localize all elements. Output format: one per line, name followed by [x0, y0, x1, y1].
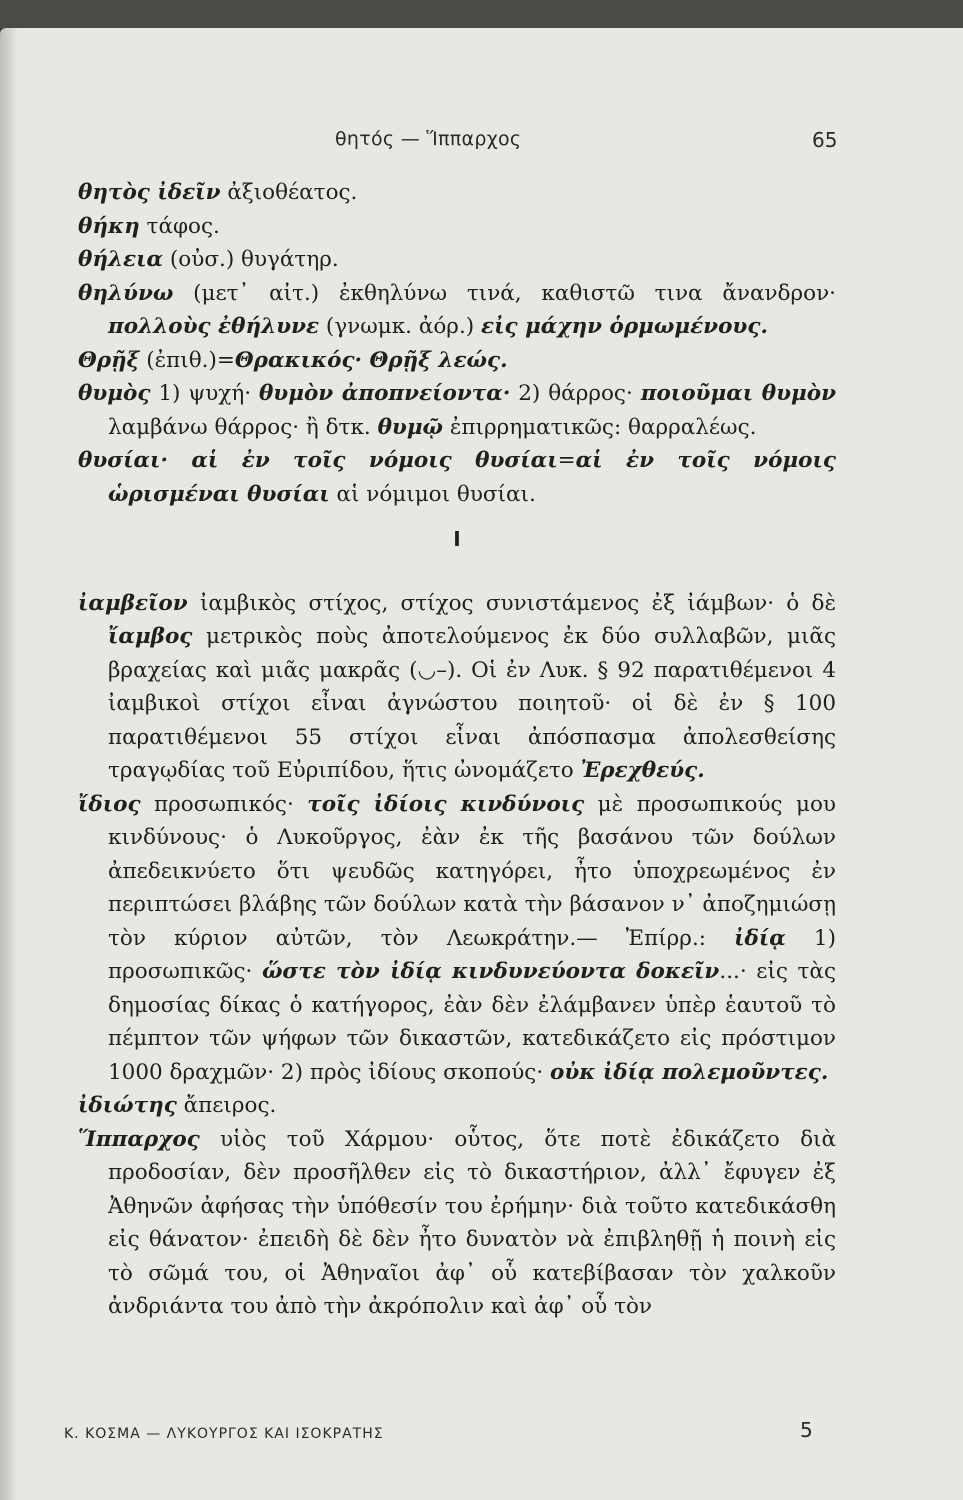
glossary-entry — [78, 377, 836, 444]
running-header — [0, 128, 963, 158]
entry-text: (οὐσ.) θυγάτηρ. — [163, 247, 339, 272]
entry-text: (μετ᾿ αἰτ.) ἐκθηλύνω τινά, καθιστῶ τινα ἄνανδρον· — [173, 280, 836, 306]
entry-lemma: θυσίαι· αἱ ἐν τοῖς νόμοις θυσίαι — [78, 448, 558, 473]
entry-lemma: θηλύνω — [78, 280, 174, 306]
entry-text: ἐπιρρηματικῶς: θαρραλέως. — [443, 414, 757, 440]
entry-text: αἱ νόμιμοι θυσίαι. — [329, 481, 536, 507]
entry-lemma: θήλεια — [78, 247, 164, 272]
entry-citation: θυμῷ — [377, 414, 444, 440]
entry-text: = — [557, 448, 576, 473]
entry-text: (γνωμκ. ἀόρ.) — [319, 314, 482, 339]
entry-lemma: ἰδιώτης — [78, 1093, 177, 1118]
entry-lemma: θητὸς ἰδεῖν — [78, 180, 221, 205]
entry-text: μετρικὸς ποὺς ἀποτελούμενος ἐκ δύο συλλαβῶν, μιᾶς βραχείας καὶ μιᾶς μακρᾶς (◡–). Οἱ ἐν Λυκ. § 92 παρατιθέμενοι 4 ἰαμβικοὶ στίχοι εἶναι ἀγνώστου ποιητοῦ· οἱ δὲ ἐν § 100 παρατιθέμενοι 55 στίχοι εἶναι ἀπόσπασμα ἀπολεσθείσης τραγῳδίας τοῦ Εὐριπίδου, ἥτις ὠνομάζετο — [108, 624, 836, 783]
glossary-entry — [78, 344, 836, 378]
entry-citation: Ἐρεχθεύς. — [580, 758, 705, 783]
glossary-text — [78, 176, 836, 1324]
entry-citation: αἱ ἐν τοῖς νόμοις ὡρισμέναι θυσίαι — [108, 448, 836, 507]
entry-text: τάφος. — [139, 213, 220, 239]
glossary-entry — [78, 444, 836, 511]
glossary-entry — [78, 1089, 836, 1123]
entry-lemma: Θρῇξ — [78, 347, 140, 373]
entry-text: ἰαμβικὸς στίχος, στίχος συνιστάμενος ἐξ ἰάμβων· ὁ δὲ — [187, 590, 836, 616]
page-shadow — [0, 28, 18, 1500]
entry-lemma: θήκη — [78, 213, 140, 239]
entry-citation: οὐκ ἰδίᾳ πολεμοῦντες. — [550, 1059, 829, 1085]
entry-lemma: ἰαμβεῖον — [78, 590, 188, 616]
glossary-entry — [78, 587, 836, 788]
entry-text: ...· εἰς τὰς δημοσίας δίκας ὁ κατήγορος, ἐὰν δὲν ἐλάμβανεν ὑπὲρ ἑαυτοῦ τὸ πέμπτον τῶν ψήφων τῶν δικαστῶν, κατεδικάζετο εἰς πρόστιμον 1000 δραχμῶν· 2) πρὸς ἰδίους σκοπούς· — [108, 959, 836, 1085]
theta-entries — [78, 176, 836, 511]
entry-lemma: θυμὸς — [78, 381, 151, 406]
page-footer — [64, 1418, 824, 1448]
entry-text: υἱὸς τοῦ Χάρμου· οὗτος, ὅτε ποτὲ ἐδικάζετο διὰ προδοσίαν, δὲν προσῆλθεν εἰς τὸ δικαστήριον, ἀλλ᾿ ἔφυγεν ἐξ Ἀθηνῶν ἀφήσας τὴν ὑπόθεσίν του ἐρήμην· διὰ τοῦτο κατεδικάσθη εἰς θάνατον· ἐπειδὴ δὲ δὲν ἦτο δυνατὸν νὰ ἐπιβληθῇ ἡ ποινὴ εἰς τὸ σῶμά του, οἱ Ἀθηναῖοι ἀφ᾿ οὗ κατεβίβασαν τὸν χαλκοῦν ἀνδριάντα του ἀπὸ τὴν ἀκρόπολιν καὶ ἀφ᾿ οὗ τὸν — [108, 1126, 836, 1319]
entry-text: (ἐπιθ.)= — [139, 347, 235, 373]
entry-citation: πολλοὺς ἐθήλυνε — [108, 314, 320, 339]
entry-citation: εἰς μάχην ὁρμωμένους. — [481, 314, 768, 339]
glossary-entry — [78, 1123, 836, 1324]
entry-lemma: ἴδιος — [78, 791, 141, 817]
entry-lemma: Ἵππαρχος — [78, 1126, 200, 1152]
entry-text: προσωπικός· — [140, 791, 308, 817]
entry-citation: ὥστε τὸν ἰδίᾳ κινδυνεύοντα δοκεῖν — [261, 959, 720, 984]
running-title: θητός — Ἵππαρχος — [335, 128, 522, 150]
entry-text: ἄπειρος. — [176, 1093, 277, 1118]
entry-citation: Θρακικός· Θρῇξ λεώς. — [234, 347, 508, 373]
entry-text: 1) ψυχή· — [150, 381, 259, 406]
glossary-entry — [78, 788, 836, 1090]
entry-text: 1) προσωπικῶς· — [108, 925, 836, 984]
entry-text: ἀξιοθέατος. — [220, 180, 358, 205]
glossary-entry — [78, 277, 836, 344]
entry-citation: ἰδίᾳ — [734, 925, 786, 951]
entry-text: λαμβάνω θάρρος· ἢ δτκ. — [108, 414, 378, 440]
iota-entries — [78, 587, 836, 1324]
page-number: 65 — [812, 128, 838, 152]
entry-citation: τοῖς ἰδίοις κινδύνοις — [307, 791, 585, 817]
entry-citation: ποιοῦμαι θυμὸν — [640, 381, 836, 406]
glossary-entry — [78, 210, 836, 244]
section-letter: Ι — [453, 527, 461, 551]
entry-text: μὲ προσωπικούς μου κινδύνους· ὁ Λυκοῦργος, ἐὰν ἐκ τῆς βασάνου τῶν δούλων ἀπεδεικνύετο ὅτι ψευδῶς κατηγόρει, ἦτο ὑποχρεωμένος ἐν περιπτώσει βλάβης τῶν δούλων κατὰ τὴν βάσανον ν᾿ ἀποζημιώσῃ τὸν κύριον αὐτῶν, τὸν Λεωκράτην.— Ἐπίρρ.: — [108, 791, 836, 951]
glossary-entry — [78, 176, 836, 210]
entry-text: 2) θάρρος· — [510, 381, 641, 406]
signature-number: 5 — [800, 1418, 813, 1442]
signature-text: Κ. ΚΟΣΜΑ — ΛΥΚΟΥΡΓΟΣ ΚΑΙ ΙΣΟΚΡΑΤΗΣ — [64, 1426, 384, 1442]
entry-citation: θυμὸν ἀποπνείοντα· — [258, 381, 511, 406]
glossary-entry — [78, 243, 836, 277]
entry-citation: ἴαμβος — [108, 624, 193, 649]
